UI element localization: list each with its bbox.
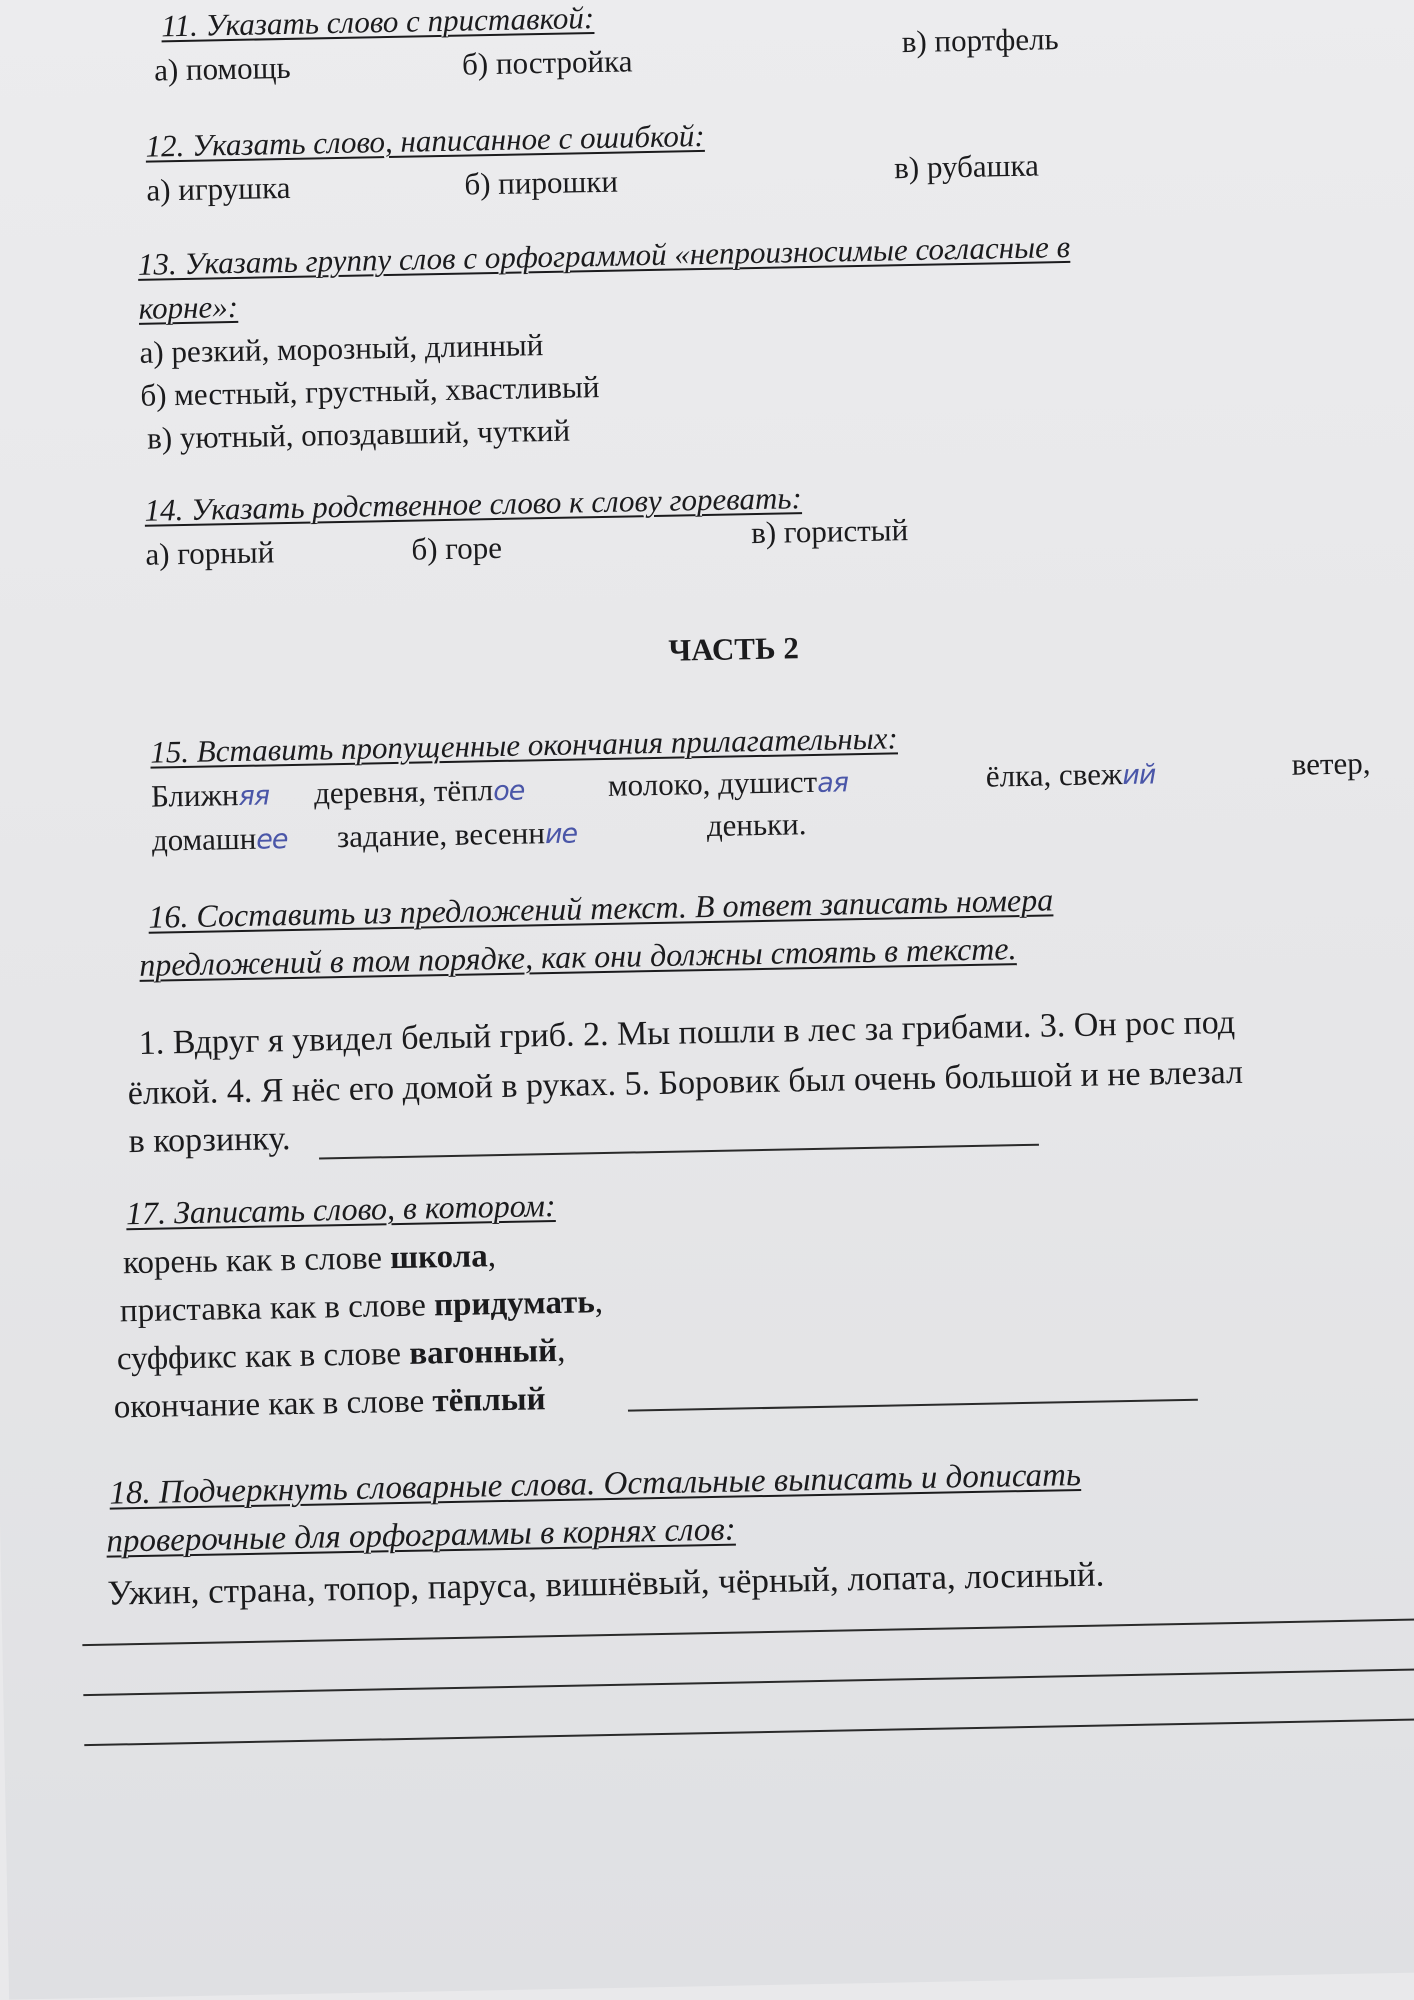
question-17-ending bbox=[113, 1381, 545, 1426]
question-15-line2-word-1 bbox=[152, 820, 288, 859]
word-text: Ближн bbox=[150, 777, 239, 814]
question-17-root bbox=[123, 1238, 497, 1282]
clue-text: суффикс как в слове bbox=[116, 1335, 410, 1378]
question-11-option-c: в) портфель bbox=[901, 21, 1059, 60]
question-15-word-3 bbox=[608, 763, 849, 804]
question-15-title: 15. Вставить пропущенные окончания прилагательных: bbox=[149, 720, 899, 770]
word-text: домашн bbox=[151, 820, 257, 858]
clue-word: школа bbox=[389, 1238, 489, 1277]
question-15-word-5: ветер, bbox=[1291, 745, 1371, 782]
question-11-option-b: б) постройка bbox=[461, 43, 633, 82]
part-2-heading: ЧАСТЬ 2 bbox=[668, 630, 800, 668]
question-11-option-a: а) помощь bbox=[153, 49, 291, 88]
word-text: деревня, тёпл bbox=[313, 772, 494, 811]
handwritten-ending: яя bbox=[238, 780, 270, 812]
question-13-option-b: б) местный, грустный, хвастливый bbox=[140, 368, 600, 413]
question-17-prefix bbox=[120, 1284, 604, 1330]
question-15-word-4 bbox=[986, 755, 1156, 794]
word-text: ёлка, свеж bbox=[985, 756, 1123, 794]
question-13-title-line1: 13. Указать группу слов с орфограммой «непроизносимые согласные в bbox=[137, 228, 1071, 282]
question-17-suffix bbox=[117, 1333, 566, 1379]
handwritten-ending: ое bbox=[492, 775, 525, 808]
clue-punct: , bbox=[487, 1238, 497, 1275]
handwritten-ending: ая bbox=[816, 767, 849, 799]
question-14-title: 14. Указать родственное слово к слову горевать: bbox=[144, 480, 803, 528]
question-12-title: 12. Указать слово, написанное с ошибкой: bbox=[145, 117, 705, 164]
question-18-title-line1: 18. Подчеркнуть словарные слова. Остальные выписать и дописать bbox=[109, 1456, 1082, 1512]
clue-word: тёплый bbox=[432, 1381, 546, 1420]
clue-text: корень как в слове bbox=[122, 1240, 391, 1282]
answer-line-18-3[interactable] bbox=[84, 1717, 1414, 1746]
question-12-option-b: б) пирошки bbox=[464, 163, 619, 202]
question-18-words: Ужин, страна, топор, паруса, вишнёвый, чёрный, лопата, лосиный. bbox=[107, 1554, 1105, 1613]
clue-text: окончание как в слове bbox=[113, 1383, 433, 1426]
clue-word: вагонный bbox=[408, 1332, 558, 1372]
question-16-text-line1: 1. Вдруг я увидел белый гриб. 2. Мы пошли в лес за грибами. 3. Он рос под bbox=[138, 1003, 1236, 1062]
question-15-line2-word-3: деньки. bbox=[706, 806, 807, 844]
question-16-title-line2: предложений в том порядке, как они должны стоять в тексте. bbox=[138, 930, 1017, 983]
answer-line-17[interactable] bbox=[628, 1399, 1198, 1412]
question-15-line1 bbox=[151, 776, 270, 814]
question-17-title: 17. Записать слово, в котором: bbox=[125, 1186, 556, 1232]
clue-text: приставка как в слове bbox=[119, 1287, 435, 1330]
question-16-text-line3: в корзинку. bbox=[128, 1120, 291, 1161]
clue-punct: , bbox=[594, 1284, 604, 1321]
answer-line-18-2[interactable] bbox=[83, 1667, 1414, 1696]
word-text: задание, весенн bbox=[336, 815, 546, 855]
question-15-word-2 bbox=[314, 772, 525, 812]
question-18-title-line2: проверочные для орфограммы в корнях слов: bbox=[106, 1511, 736, 1560]
question-12-option-a: а) игрушка bbox=[146, 169, 291, 208]
answer-line-16[interactable] bbox=[319, 1144, 1039, 1160]
word-text: молоко, душист bbox=[607, 763, 818, 803]
question-13-option-c: в) уютный, опоздавший, чуткий bbox=[146, 412, 571, 456]
handwritten-ending: ее bbox=[255, 824, 288, 856]
question-12-option-c: в) рубашка bbox=[893, 147, 1040, 186]
question-11-title: 11. Указать слово с приставкой: bbox=[160, 0, 595, 44]
handwritten-ending: ие bbox=[544, 818, 578, 851]
question-13-option-a: а) резкий, морозный, длинный bbox=[139, 327, 544, 370]
question-15-line2-word-2 bbox=[337, 815, 578, 856]
handwritten-ending: ий bbox=[1122, 759, 1156, 792]
question-14-option-c: в) гористый bbox=[750, 512, 909, 551]
answer-line-18-1[interactable] bbox=[82, 1617, 1414, 1646]
clue-punct: , bbox=[556, 1332, 566, 1369]
clue-word: придумать bbox=[433, 1284, 596, 1324]
question-14-option-b: б) горе bbox=[411, 529, 503, 567]
question-14-option-a: а) горный bbox=[145, 534, 275, 572]
question-13-title-line2: корне»: bbox=[138, 288, 239, 326]
question-16-text-line2: ёлкой. 4. Я нёс его домой в руках. 5. Боровик был очень большой и не влезал bbox=[127, 1053, 1244, 1113]
question-16-title-line1: 16. Составить из предложений текст. В ответ записать номера bbox=[148, 881, 1054, 935]
